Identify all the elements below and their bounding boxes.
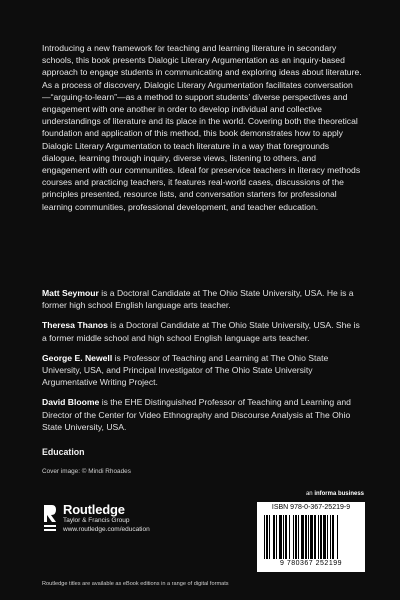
book-description: Introducing a new framework for teaching and learning literature in secondary schools, this book presents Dialogic Literary Argumentation as an inquiry-based approach to engage students in communicating and exploring ideas about literature. As a process of discovery, Dialogic Literary Argumentation facilitates conversation—“arguing-to-learn”—as a method to support students’ diverse perspectives and engagement with one another in order to develop individual and collective understandings of literature and its place in the world. Covering both the theoretical foundation and application of this method, this book demonstrates how to apply Dialogic Literary Argumentation to teach literature in a way that foregrounds dialogue, learning through inquiry, diverse views, listening to others, and engagement with our communities. Ideal for preservice teachers in literacy methods courses and practicing teachers, it features real-world cases, discussions of the principles presented, resource lists, and conversation starters for professional learning communities, professional development, and teacher education. [42, 43, 362, 212]
author-name: David Bloome [42, 397, 100, 408]
author-bio [42, 319, 364, 343]
barcode-bar [273, 515, 275, 559]
barcode-bar [289, 515, 290, 559]
barcode-bar [327, 515, 328, 559]
author-name: Theresa Thanos [42, 320, 108, 331]
barcode-bar [264, 515, 265, 559]
barcode-bar [337, 515, 338, 559]
cover-credit: Cover image: © Mindi Rhoades [42, 468, 131, 475]
barcode-bar [323, 515, 326, 559]
barcode-bar [308, 515, 309, 559]
barcode-bar [305, 515, 307, 559]
barcode-bar [285, 515, 287, 559]
barcode-bar [276, 515, 277, 559]
author-bio-text: is a Doctoral Candidate at The Ohio State University, USA. He is a former high school English language arts teacher. [42, 288, 354, 311]
barcode-bar [266, 515, 268, 559]
barcode-bar [330, 515, 331, 559]
barcode-bar [314, 515, 316, 559]
routledge-logo-icon [42, 503, 58, 533]
barcode-bar [295, 515, 297, 559]
barcode-bar [320, 515, 322, 559]
barcode-bar [318, 515, 319, 559]
author-bios [42, 287, 364, 441]
subject-category: Education [42, 447, 85, 457]
author-bio [42, 396, 364, 433]
barcode-panel [257, 502, 365, 572]
publisher-group: Taylor & Francis Group [63, 517, 130, 524]
publisher-url[interactable]: www.routledge.com/education [63, 526, 150, 533]
barcode-bar [332, 515, 334, 559]
author-name: George E. Newell [42, 352, 113, 363]
barcode-bar [283, 515, 284, 559]
author-bio-text: is Professor of Teaching and Learning at The Ohio State University, USA, and Principal Investigator of The Ohio State University Argumentative Writing Project. [42, 352, 329, 388]
isbn-text: ISBN 978-0-367-25219-9 [271, 504, 351, 511]
author-bio [42, 287, 364, 311]
publisher-block [42, 503, 150, 534]
author-bio [42, 352, 364, 389]
informa-prefix: an [305, 491, 315, 497]
barcode-bar [279, 515, 282, 559]
author-bio-text: is the EHE Distinguished Professor of Teaching and Learning and Director of the Center for Video Ethnography and Discourse Analysis at The Ohio State University, USA. [42, 397, 351, 432]
author-bio-text: is a Doctoral Candidate at The Ohio State University, USA. She is a former middle school and high school English language arts teacher. [42, 320, 360, 343]
informa-name: informa business [314, 491, 364, 497]
barcode-bar [269, 515, 270, 559]
barcode-bar [293, 515, 294, 559]
barcode-icon [263, 515, 359, 559]
barcode-bar [298, 515, 299, 559]
informa-tagline [306, 491, 364, 497]
author-name: Matt Seymour [42, 288, 99, 298]
barcode-bar [301, 515, 304, 559]
barcode-digits: 9 780367 252199 [280, 560, 342, 567]
ebook-note: Routledge titles are available as eBook editions in a range of digital formats [42, 581, 229, 587]
publisher-name: Routledge [63, 502, 125, 517]
barcode-bar [310, 515, 313, 559]
